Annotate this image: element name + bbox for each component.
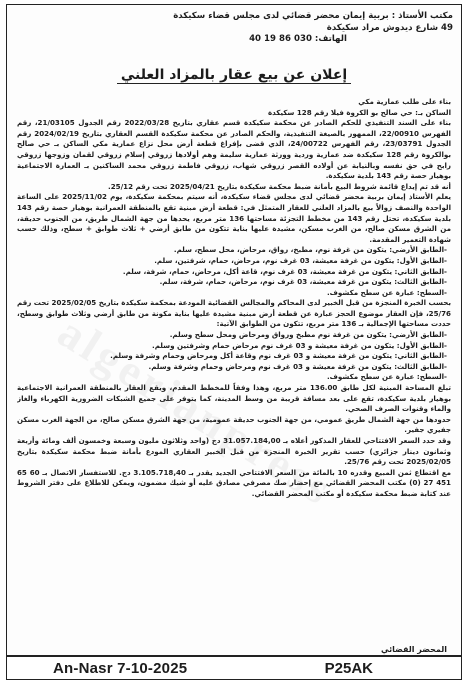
paragraph-sale-announcement: يعلم الأستاذ إيمان بربية محضر قضائي لدى مجلس قضاء سكيكدة، أنه سيتم بمحكمة سكيكدة، يوم 2025/11/02 على الساعة الواحدة والنصف زوالاً بيع بالمزاد العلني للعقار المتمثل في: قطعة أرض مبنية تقع بالمنطقة العمرانية بوهيار حصة رقم 143 بلدية سكيكدة، تحتل رقم 143 من مخطط التجزئة مساحتها 136 متر مربع، يحدها من جهة الشمال طريق، من الجنوب حديقة، من الشرق مسكن صالح، من الغرب مسكن، مشيدة عليها بناية تتكون من طابق أرضي + ثلاث طوابق + سطح، وذلك حسب شهادة التعمير المقدمة. [17,192,451,244]
paragraph-judgment: بناء على السند التنفيذي للحكم الصادر عن محكمة سكيكدة قسم عقاري بتاريخ 2022/03/28 رقم الجدول 21/03105، رقم الفهرس 22/00910، الممهور بالصيغة التنفيذية، والحكم الصادر عن محكمة سكيكدة القسم العقاري بتاريخ 2024/02/19 رقم الجدول 23/03791، رقم الفهرس 24/00722، الذي قضى بإفراغ قطعة أرض محل نزاع عمارية مكي الساكن بـ حي صالح بوالكروة رقم 128 سكيكدة ضد عمارية وردية وورثة عمارية سليمة وهم أولادها زروقي إسلام زروقي لقمان وزوجها زروقي رابح في حق نفسه وبالنيابة عن أولاده القصر زروقي شهاب، زروقي فاطمة زروقي محمد الساكنين بـ العمارة الاجتماعية بوهيار حصة رقم 143 بلدية سكيكدة. [17,118,451,181]
paragraph-opening-price: وقد حدد السعر الافتتاحي للعقار المذكور أعلاه بـ 31.057.184,00 دج (واحد وثلاثون مليون وسبعة وخمسون ألف ومائة وأربعة وثمانون دينار جزائري) حسب تقرير الخبرة المنجزة من قبل الخبير العقاري المودع بأمانة ضبط محكمة سكيكدة بتاريخ 2025/02/05 تحت رقم 25/76. [17,436,451,467]
paragraph-deposit: أنه قد تم إيداع قائمة شروط البيع بأمانة ضبط محكمة سكيكدة بتاريخ 2025/04/21 تحت رقم 25/12. [108,181,451,191]
floor-ground: -الطابق الأرضي: يتكون من غرفة نوم، مطبخ، رواق، مرحاض، محل سطح، سلم. [173,245,447,255]
paragraph-petitioner: بناء على طلب عمارية مكي [358,97,451,106]
paragraph-area: تبلغ المساحة المبنية لكل طابق 136.00 متر مربع، وهذا وفقاً للمخطط المقدم، ويقع العقار بالمنطقة العمرانية الاجتماعية بوهيار بلدية سكيكدة، تقع على بعد مسافة قريبة من وسط المدينة، كما يتوفر على جميع الشبكات الضرورية الكهرباء والغاز والماء وقنوات الصرف الصحي. [17,383,451,414]
expert-floor-first: -الطابق الأول: يتكون من غرفة معيشة و 03 غرف نوم مرحاض حمام وشرفتين وسلم. [152,340,447,350]
newspaper-footer [6,655,462,680]
notice-body [17,97,451,575]
signature: المحضر القضائي [380,645,447,654]
floor-third: -الطابق الثالث: يتكون من غرفة معيشة، 03 غرف نوم، مرحاض، حمام، شرفة، سلم. [159,277,447,287]
floor-roof: -السطح: عبارة عن سطح مكشوف. [326,287,447,297]
paragraph-boundaries: حدودها من جهة الشمال طريق عمومي، من جهة الجنوب حديقة عمومية، من جهة الشرق مسكن صالح، من الجهة الغرب مسكن جفيري جفير. [17,414,451,435]
paragraph-expertise: بحسب الخبرة المنجزة من قبل الخبير لدى المحاكم والمجالس القضائية المودعة بمحكمة سكيكدة بتاريخ 2025/02/05 تحت رقم 25/76، فإن العقار موضوع الحجز عبارة عن قطعة أرض مبنية مشيدة عليها بناية مكونة من طابق أرضي وثلاث طوابق وسطح، حددت مساحتها الإجمالية بـ 136 متر مربع، تتكون من الطوابق الآتية: [17,298,451,329]
expert-floor-roof: -السطح: عبارة عن سطح مكشوف. [326,372,447,382]
expert-floor-ground: -الطابق الأرضي: يتكون من غرفة نوم مطبخ ورواق ومرحاض ومحل سطح وسلم. [169,330,447,340]
office-phone: الهاتف: 030 86 19 40 [249,34,347,44]
floor-first: -الطابق الأول: يتكون من غرفة معيشة، 03 غرف نوم، مرحاض، حمام، شرفتين، سلم. [154,255,447,265]
paragraph-deposit-contact: مع اقتطاع ثمن المبيع وقدره 10 بالمائة من السعر الافتتاحي الجديد يقدر بـ 3.105.718,40 دج. للاستفسار الاتصال بـ 60 65 451 27 (0) مكتب المحضر القضائي مع إحضار صك مصرفي مصادق عليه أو شيك مضمون، ويمكن للاطلاع على دفتر الشروط عند كتابة ضبط محكمة سكيكدة أو مكتب المحضر القضائي. [17,467,451,498]
floor-second: -الطابق الثاني: يتكون من غرفة معيشة، 03 غرف نوم، قاعة أكل، مرحاض، حمام، شرفة، سلم. [122,266,447,276]
newspaper-name-date: An-Nasr 7-10-2025 [53,659,188,677]
expert-floor-third: -الطابق الثالث: يتكون من غرفة معيشة و 03 غرف نوم ومرحاض وحمام وشرفة وسلم. [148,361,447,371]
paragraph-residence: الساكن بـ: حي صالح بو الكروة فيلا رقم 128 سكيكدة [267,107,451,117]
page-code: P25AK [324,659,373,677]
expert-floor-second: -الطابق الثاني: يتكون من غرفة معيشة و 03 غرف نوم وقاعة أكل ومرحاض وحمام وشرفة وسلم. [110,351,447,361]
office-header [153,11,453,46]
office-name: مكتب الأستاذ : بربية إيمان محضر قضائي لدى مجلس قضاء سكيكدة [173,11,453,21]
office-address: 49 شارع ديدوش مراد سكيكدة [326,22,453,33]
notice-title: إعلان عن بيع عقار بالمزاد العلني [7,67,461,83]
legal-notice-page [6,4,462,680]
